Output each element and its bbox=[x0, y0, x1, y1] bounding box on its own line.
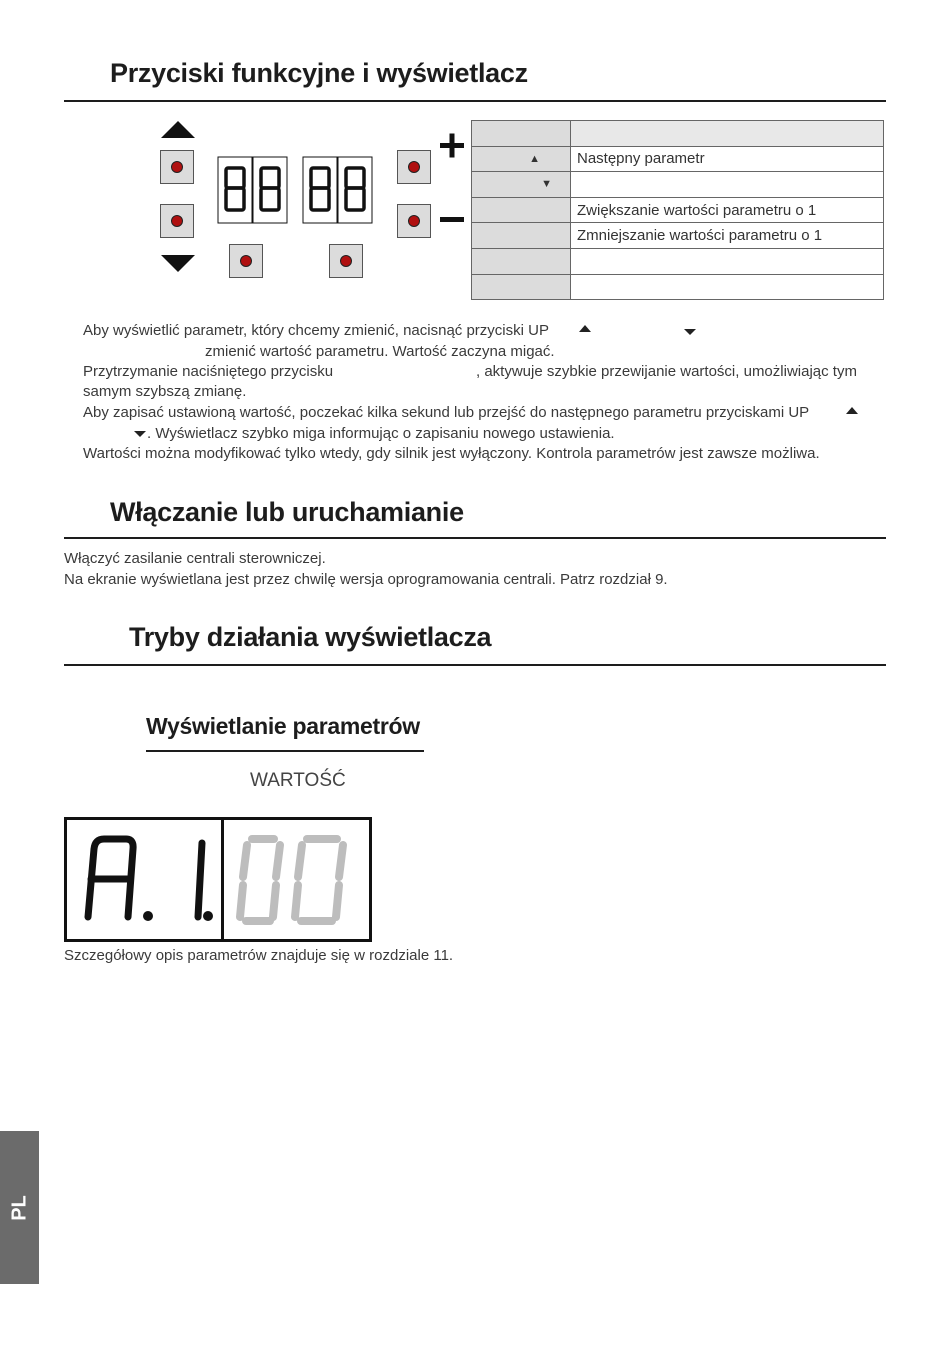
down-arrow-icon bbox=[161, 255, 195, 272]
led-icon bbox=[171, 215, 183, 227]
value-label: WARTOŚĆ bbox=[250, 770, 346, 791]
table-key bbox=[472, 274, 571, 300]
section-title-power-on: Włączanie lub uruchamianie bbox=[110, 497, 464, 527]
decimal-dot bbox=[203, 911, 213, 921]
paragraph: , aktywuje szybkie przewijanie wartości, umożliwiając tym bbox=[476, 363, 857, 380]
section-title-display-modes: Tryby działania wyświetlacza bbox=[129, 622, 492, 652]
table-row bbox=[472, 146, 884, 172]
paragraph: zmienić wartość parametru. Wartość zaczyna migać. bbox=[205, 343, 555, 360]
section-rule bbox=[64, 100, 886, 102]
seven-segment-svg bbox=[64, 817, 374, 943]
param-display bbox=[64, 817, 374, 948]
led-icon bbox=[171, 161, 183, 173]
table-value bbox=[571, 121, 884, 147]
table-row bbox=[472, 274, 884, 300]
minus-button[interactable] bbox=[397, 204, 431, 238]
table-value bbox=[571, 248, 884, 274]
table-value: Zmniejszanie wartości parametru o 1 bbox=[571, 223, 884, 249]
led-icon bbox=[240, 255, 252, 267]
table-value bbox=[571, 172, 884, 198]
paragraph: samym szybszą zmianę. bbox=[83, 383, 247, 400]
plus-icon bbox=[440, 134, 464, 158]
subsection-rule bbox=[146, 750, 424, 752]
small-digit-glyphs bbox=[226, 168, 364, 210]
subsection-title: Wyświetlanie parametrów bbox=[146, 713, 420, 739]
language-tab bbox=[0, 1131, 39, 1284]
led-icon bbox=[408, 161, 420, 173]
table-key: ▼ bbox=[472, 172, 571, 198]
table-row bbox=[472, 121, 884, 147]
bottom-left-button[interactable] bbox=[229, 244, 263, 278]
down-arrow-icon bbox=[683, 327, 697, 337]
control-panel-diagram bbox=[150, 115, 470, 290]
table-key bbox=[472, 248, 571, 274]
footer-note: Szczegółowy opis parametrów znajduje się w rozdziale 11. bbox=[64, 947, 454, 964]
paragraph: . Wyświetlacz szybko miga informując o zapisaniu nowego ustawienia. bbox=[147, 425, 615, 442]
panel-svg bbox=[150, 115, 470, 290]
decimal-dot bbox=[143, 911, 153, 921]
minus-icon bbox=[440, 217, 464, 222]
led-icon bbox=[408, 215, 420, 227]
led-icon bbox=[340, 255, 352, 267]
table-value: Zwiększanie wartości parametru o 1 bbox=[571, 197, 884, 223]
table-key: ▲ bbox=[472, 146, 571, 172]
down-button[interactable] bbox=[160, 204, 194, 238]
table-row bbox=[472, 248, 884, 274]
paragraph: Włączyć zasilanie centrali sterowniczej. bbox=[64, 550, 326, 567]
table-key bbox=[472, 121, 571, 147]
table-row bbox=[472, 197, 884, 223]
function-table bbox=[471, 120, 884, 300]
down-arrow-icon bbox=[133, 429, 147, 439]
table-row bbox=[472, 172, 884, 198]
section-title-function-buttons: Przyciski funkcyjne i wyświetlacz bbox=[110, 58, 528, 88]
table-value: Następny parametr bbox=[571, 146, 884, 172]
paragraph: Przytrzymanie naciśniętego przycisku bbox=[83, 363, 334, 380]
up-arrow-icon bbox=[845, 405, 859, 415]
paragraph: Wartości można modyfikować tylko wtedy, gdy silnik jest wyłączony. Kontrola parametrów jest zawsze możliwa. bbox=[83, 445, 820, 462]
paragraph: Na ekranie wyświetlana jest przez chwilę wersja oprogramowania centrali. Patrz rozdział 9. bbox=[64, 571, 668, 588]
plus-button[interactable] bbox=[397, 150, 431, 184]
bottom-right-button[interactable] bbox=[329, 244, 363, 278]
table-value bbox=[571, 274, 884, 300]
up-arrow-icon bbox=[161, 121, 195, 138]
up-button[interactable] bbox=[160, 150, 194, 184]
table-key bbox=[472, 223, 571, 249]
paragraph: Aby zapisać ustawioną wartość, poczekać kilka sekund lub przejść do następnego parametru przyciskami UP bbox=[83, 404, 810, 421]
paragraph: Aby wyświetlić parametr, który chcemy zmienić, nacisnąć przyciski UP bbox=[83, 322, 549, 339]
table-key bbox=[472, 197, 571, 223]
language-label: PL bbox=[8, 1194, 30, 1221]
digit-one bbox=[198, 843, 202, 917]
up-arrow-icon bbox=[578, 323, 592, 333]
section-rule bbox=[64, 537, 886, 539]
table-row bbox=[472, 223, 884, 249]
section-rule bbox=[64, 664, 886, 666]
